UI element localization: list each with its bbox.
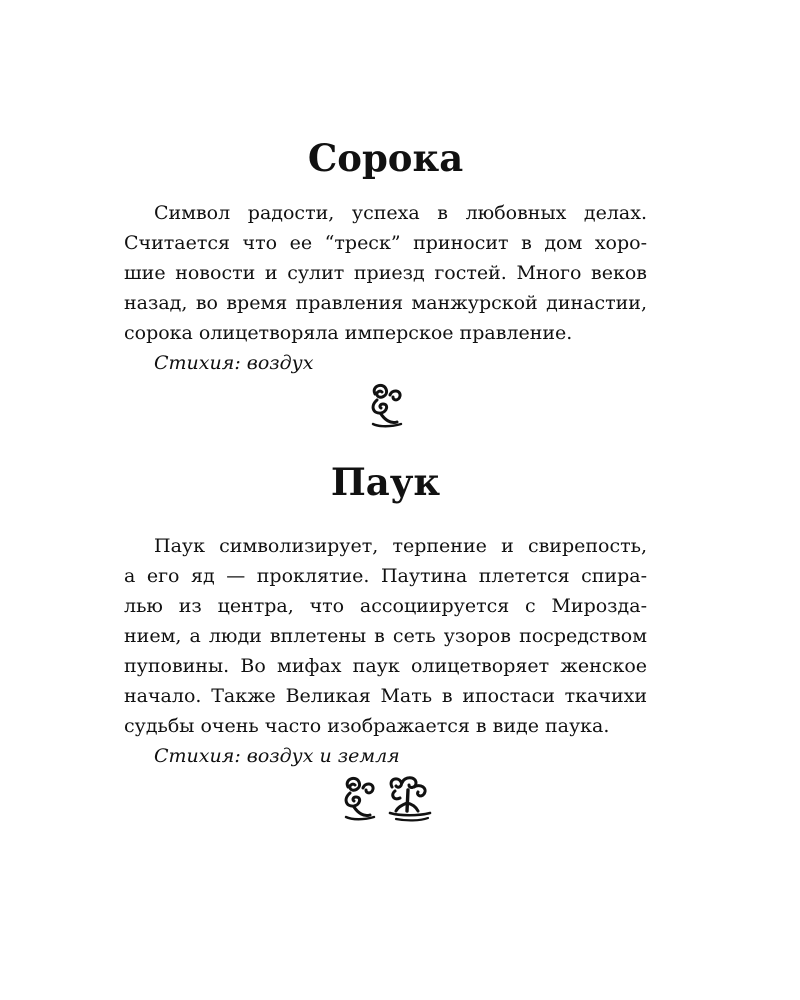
element-line: Стихия: воздух	[154, 352, 314, 374]
entry-title-magpie: Сорока	[307, 136, 464, 180]
entry-text-spider	[124, 531, 647, 771]
text-line: назад, во время правления манжурской династии,	[124, 292, 647, 314]
text-line: Считается что ее “треск” приносит в дом хоро-	[124, 232, 647, 254]
text-line: судьбы очень часто изображается в виде паука.	[124, 715, 610, 737]
text-line: шие новости и сулит приезд гостей. Много веков	[124, 262, 647, 284]
entry-text-magpie	[124, 198, 647, 378]
air-earth-ornament	[340, 773, 436, 823]
text-line: нием, а люди вплетены в сеть узоров посредством	[124, 625, 647, 647]
book-page	[124, 0, 647, 1000]
text-line: пуповины. Во мифах паук олицетворяет женское	[124, 655, 647, 677]
element-line: Стихия: воздух и земля	[154, 745, 400, 767]
air-swirl-icon	[367, 380, 407, 430]
text-line: Символ радости, успеха в любовных делах.	[154, 202, 647, 224]
earth-tree-icon	[390, 778, 430, 821]
text-line: начало. Также Великая Мать в ипостаси ткачихи	[124, 685, 647, 707]
text-line: сорока олицетворяла имперское правление.	[124, 322, 573, 344]
text-line: лью из центра, что ассоциируется с Мирозда-	[124, 595, 647, 617]
air-swirl-icon	[346, 778, 374, 819]
text-line: а его яд — проклятие. Паутина плетется спира-	[124, 565, 647, 587]
text-line: Паук символизирует, терпение и свирепость,	[154, 535, 647, 557]
entry-title-spider: Паук	[330, 460, 441, 504]
